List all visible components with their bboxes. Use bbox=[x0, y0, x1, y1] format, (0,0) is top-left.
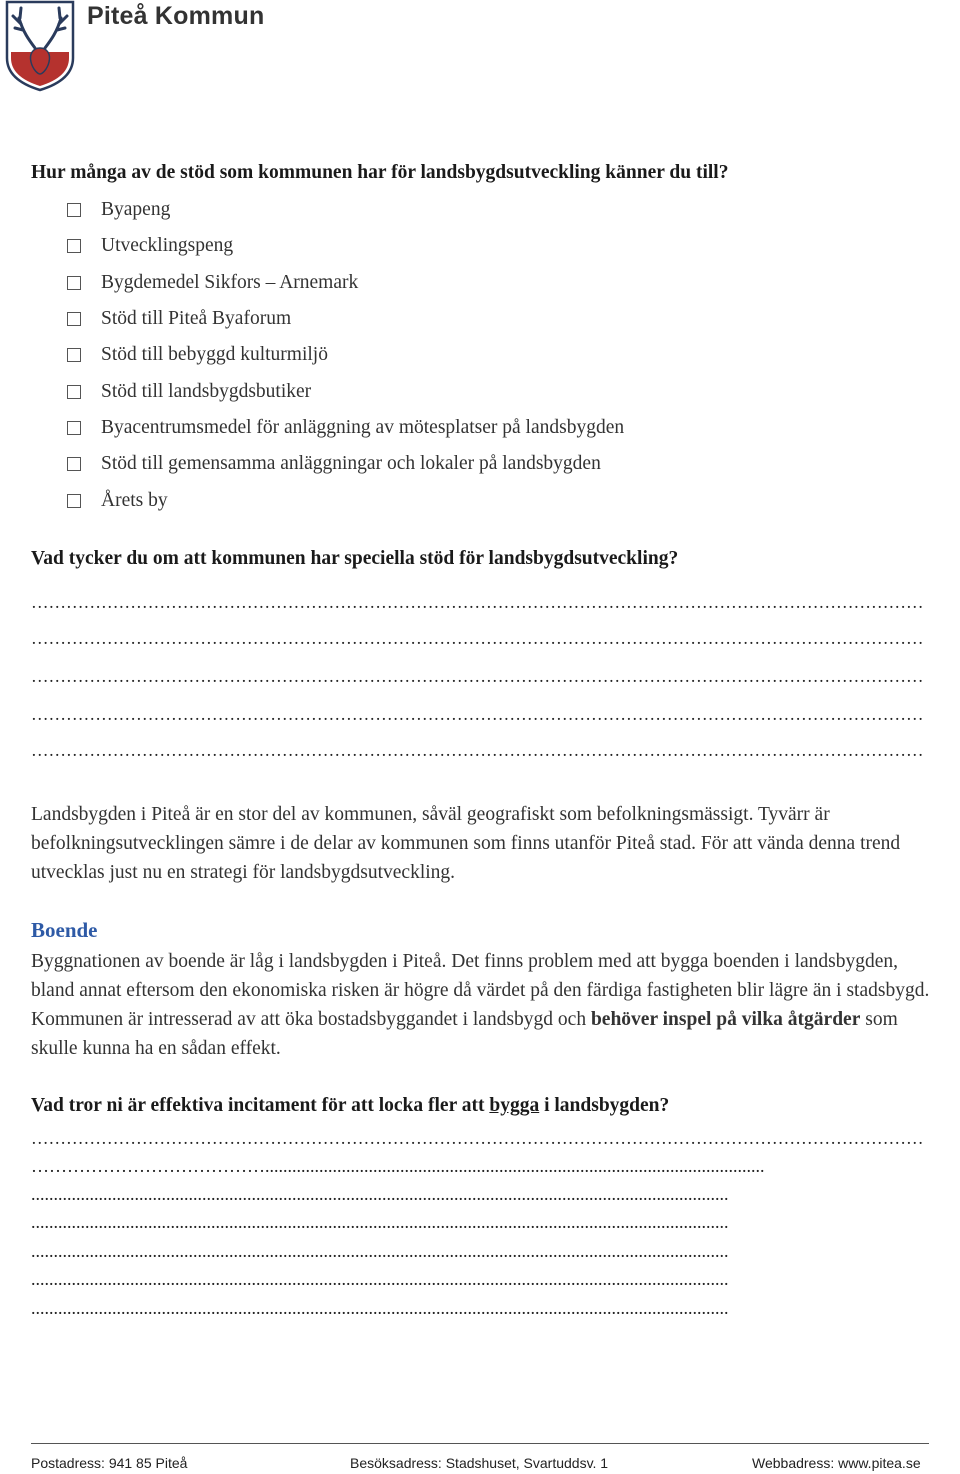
option-arets-by[interactable] bbox=[67, 489, 168, 513]
answer-line[interactable]: ........................................................................................................................................................... bbox=[31, 1241, 729, 1261]
brand-name: Piteå Kommun bbox=[87, 2, 265, 30]
option-label: Stöd till bebyggd kulturmiljö bbox=[101, 344, 328, 365]
question-opinion-supports: Vad tycker du om att kommunen har speciella stöd för landsbygdsutveckling? bbox=[31, 548, 679, 569]
checkbox[interactable] bbox=[67, 203, 81, 217]
option-gemensamma-anlaggningar[interactable] bbox=[67, 452, 601, 476]
option-label: Byacentrumsmedel för anläggning av mötesplatser på landsbygden bbox=[101, 417, 625, 438]
intro-paragraph: Landsbygden i Piteå är en stor del av kommunen, såväl geografiskt som befolkningsmässigt. Tyvärr är befolkningsutvecklingen sämre i de delar av kommunen som finns utanför Piteå stad. För att vända denna trend utvecklas just nu en strategi för landsbygdsutveckling. bbox=[31, 804, 901, 883]
boende-text-emphasis: behöver inspel på vilka åtgärder bbox=[590, 1009, 861, 1030]
answer-line[interactable]: ……………………………………………………………………………………………………………………………………… bbox=[31, 592, 924, 612]
footer-visiting-address: Besöksadress: Stadshuset, Svartuddsv. 1 bbox=[350, 1455, 609, 1471]
answer-line[interactable]: ........................................................................................................................................................... bbox=[31, 1212, 729, 1232]
question-text-end: i landsbygden? bbox=[539, 1095, 670, 1116]
option-label: Bygdemedel Sikfors – Arnemark bbox=[101, 272, 359, 293]
checkbox[interactable] bbox=[67, 457, 81, 471]
option-byacentrumsmedel[interactable] bbox=[67, 416, 624, 440]
checkbox[interactable] bbox=[67, 494, 81, 508]
answer-line[interactable]: ........................................................................................................................................................... bbox=[31, 1184, 729, 1204]
option-utvecklingspeng[interactable] bbox=[67, 234, 233, 258]
question-text: Vad tror ni är effektiva incitament för att locka fler att bbox=[31, 1095, 490, 1116]
footer-divider bbox=[31, 1443, 929, 1444]
checkbox[interactable] bbox=[67, 421, 81, 435]
checkbox[interactable] bbox=[67, 276, 81, 290]
answer-line[interactable]: ……………………………………………………………………………………………………………………………………… bbox=[31, 666, 924, 686]
option-label: Stöd till landsbygdsbutiker bbox=[101, 381, 312, 402]
option-label: Stöd till Piteå Byaforum bbox=[101, 308, 292, 329]
answer-line[interactable]: ……………………………………………………………………………………………………………………………………… bbox=[31, 704, 924, 724]
question-known-supports: Hur många av de stöd som kommunen har för landsbygdsutveckling känner du till? bbox=[31, 162, 729, 183]
footer-web-address[interactable]: Webbadress: www.pitea.se bbox=[752, 1455, 921, 1471]
section-heading-boende: Boende bbox=[31, 918, 98, 942]
answer-line[interactable]: ……………………………………………………………………………………………………………………………………… bbox=[31, 628, 924, 648]
option-byaforum[interactable] bbox=[67, 307, 291, 331]
question-underlined-word: bygga bbox=[489, 1095, 540, 1116]
answer-line[interactable]: ........................................................................................................................................................... bbox=[31, 1269, 729, 1289]
option-label: Årets by bbox=[101, 490, 168, 511]
checkbox[interactable] bbox=[67, 312, 81, 326]
option-label: Byapeng bbox=[101, 199, 171, 220]
option-label: Utvecklingspeng bbox=[101, 235, 234, 256]
option-bygdemedel[interactable] bbox=[67, 271, 358, 295]
answer-line[interactable]: …………………………………............................................................................................................... bbox=[31, 1156, 765, 1176]
answer-line[interactable]: ........................................................................................................................................................... bbox=[31, 1298, 729, 1318]
option-kulturmiljo[interactable] bbox=[67, 343, 328, 367]
answer-line[interactable]: ……………………………………………………………………………………………………………………………………… bbox=[31, 1128, 924, 1148]
option-byapeng[interactable] bbox=[67, 198, 170, 222]
boende-text: Byggnationen av boende är låg i landsbygden i Piteå. Det finns problem med att bygga boenden i landsbygden, bland annat eftersom den ekonomiska risken är högre då värdet på den färdiga fastigheten blir lägre än i stadsbygd. Kommunen är intresserad av att öka bostadsbyggandet i landsbygd och bbox=[31, 951, 930, 1030]
boende-paragraph bbox=[31, 947, 931, 1063]
answer-line[interactable]: ……………………………………………………………………………………………………………………………………… bbox=[31, 740, 924, 760]
option-landsbygdsbutiker[interactable] bbox=[67, 380, 311, 404]
checkbox[interactable] bbox=[67, 239, 81, 253]
question-incentives bbox=[31, 1095, 669, 1117]
checkbox[interactable] bbox=[67, 348, 81, 362]
pitea-coat-of-arms-logo bbox=[5, 0, 75, 92]
option-label: Stöd till gemensamma anläggningar och lokaler på landsbygden bbox=[101, 453, 601, 474]
footer-postal-address: Postadress: 941 85 Piteå bbox=[31, 1455, 188, 1471]
checkbox[interactable] bbox=[67, 385, 81, 399]
boende-text-end: som skulle kunna ha en sådan effekt. bbox=[31, 1009, 898, 1059]
